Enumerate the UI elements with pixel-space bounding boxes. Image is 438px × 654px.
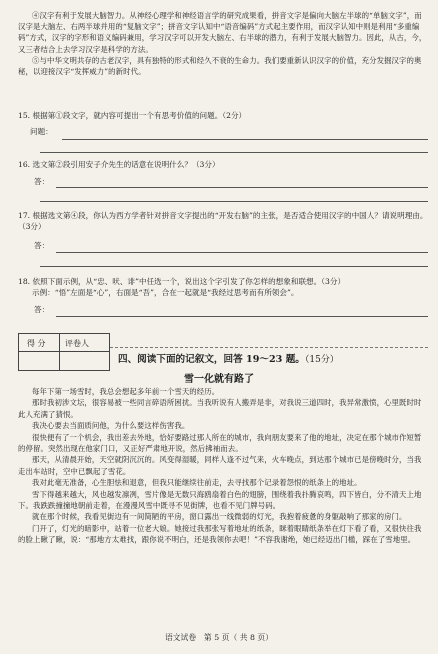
question-16-answer-line[interactable] [56,187,428,188]
question-15-answer-line[interactable] [62,139,428,140]
question-18-stem: 18. 依照下面示例，从“忠、吠、诽”中任选一个，说出这个字引发了你怎样的想象和联想。（3分） [18,277,346,286]
story-paragraph-9: 门开了，灯光的暗影中，站着一位老大娘。她接过我那张写着地址的纸条，眯着眼睛纸条举在灯下看了看，又很快往我的脸上瞅了瞅，说：“那地方太难找，跟你说不明白，还是我领你去吧！”不容我谢绝，她已经迈出门槛，踩在了雪地里。 [18,523,422,545]
question-18-example: 示例：“悟”左面是“心”，右面是“吾”，合在一起就是“我经过思考而有所领会”。 [32,288,299,297]
passage-paragraph-4: ④汉字有利于发展大脑智力。从神经心理学和神经语言学的研究成果看，拼音文字是偏向大脑左半球的“单脑文字”，而汉字是大脑左、右两半球并用的“复脑文字”；拼音文字认知中“语音编码”方式起主要作用，而汉字认知中则是利用“多重编码”方式，汉字的字形和语义编码兼用，学习汉字可以开发大脑左、右半球的潜力，有利于发展大脑智力。因此，从古，今，又三者结合上去学习汉字是科学的方法。 [18,11,427,54]
section-divider [110,347,428,348]
story-title: 雪一化就有路了 [184,374,254,385]
story-body [18,386,428,546]
story-paragraph-7: 雪下得越来越大，风也越发凛冽，雪片像是无数只海鸥扇着白色的翅膀，围绕着我扑腾哀鸣，四下皆白，分不清天上地下。我跌跌撞撞地朝前走着，在漫漫风雪中既寻不见街牌，也看不见门牌号码。 [18,489,422,511]
question-15-answer-label: 问题： [30,127,53,136]
question-17-answer-line-2[interactable] [40,266,428,267]
question-18-answer-label: 答： [34,305,50,314]
question-15-answer-row [30,126,428,140]
question-17-stem: 17. 根据选文第④段，你认为西方学者针对拼音文字提出的“开发右脑”的主张，是否适合使用汉字的中国人？请说明理由。（3分） [18,211,428,231]
section-title: 四、阅读下面的记叙文，回答 19～23 题。 [118,354,305,365]
score-box-divider-h [19,351,109,352]
section-heading [118,351,339,365]
grader-label: 评卷人 [65,339,89,348]
question-18-answer-line[interactable] [56,316,428,317]
question-15 [18,110,428,121]
question-16-stem: 16. 选文第②段引用安子介先生的话意在说明什么？（3分） [18,160,220,169]
story-paragraph-4: 很快便有了一个机会，我出差去外地，恰好要路过那人所在的城市，我向朋友要来了他的地址，决定在那个城市作短暂的停留。突然出现在他家门口，又正好严肃地开说，然后拂袖而去。 [18,432,422,454]
page-footer: 语文试卷 第 5 页（ 共 8 页） [164,633,274,642]
section-points: （15分） [304,355,339,365]
passage-top [18,10,428,77]
question-16 [18,159,428,170]
story-paragraph-3: 我决心要去当面质问他，为什么要这样伤害我。 [32,421,190,431]
story-paragraph-8: 就在那个时候，我看见街边有一间简陋的平房，窗口露出一线微弱的灯光，我抱着疲惫的身躯敲响了那家的房门。 [32,512,407,522]
question-18 [18,276,428,298]
score-box [18,333,110,371]
question-17 [18,210,428,232]
question-17-answer-label: 答： [34,241,50,250]
question-16-answer-line-2[interactable] [40,201,428,202]
question-15-answer-line-2[interactable] [40,152,428,153]
score-label: 得 分 [27,339,46,348]
story-paragraph-5: 那天，从清晨开始，天空就阴沉沉的。风变得湿暖，同样人逢不过气来，火车晚点，到达那个城市已是傍晚时分，当我走出车站时，空中已飘起了雪花。 [18,455,422,476]
question-15-stem: 15. 根据第①段文字，就内容可提出一个有思考价值的问题。（2分） [18,111,247,120]
passage-paragraph-5: ⑤与中华文明共存的古老汉字，具有独特的形式和经久不衰的生命力。我们要重新认识汉字的价值，充分发掘汉字的奥秘，以迎接汉字“发挥威力”的新时代。 [18,55,422,77]
story-paragraph-6: 我对此毫无准备，心生胆怯和退意，但我只能继续往前走，去寻找那个记录着怨恨的纸条上的地址。 [32,478,362,488]
question-16-answer-label: 答： [34,177,50,186]
score-box-divider-v [59,334,60,370]
story-paragraph-2: 那时我初涉文坛，很容易被一些同言碎语所困扰。当我听说有人搬弄是非，对我说三道四时，我异常激愤，心里既时时此人充满了猜恨。 [18,398,422,419]
question-17-answer-line[interactable] [56,252,428,253]
story-paragraph-1: 每年下第一场雪时，我总会想起多年前一个雪天的经历。 [32,387,220,396]
